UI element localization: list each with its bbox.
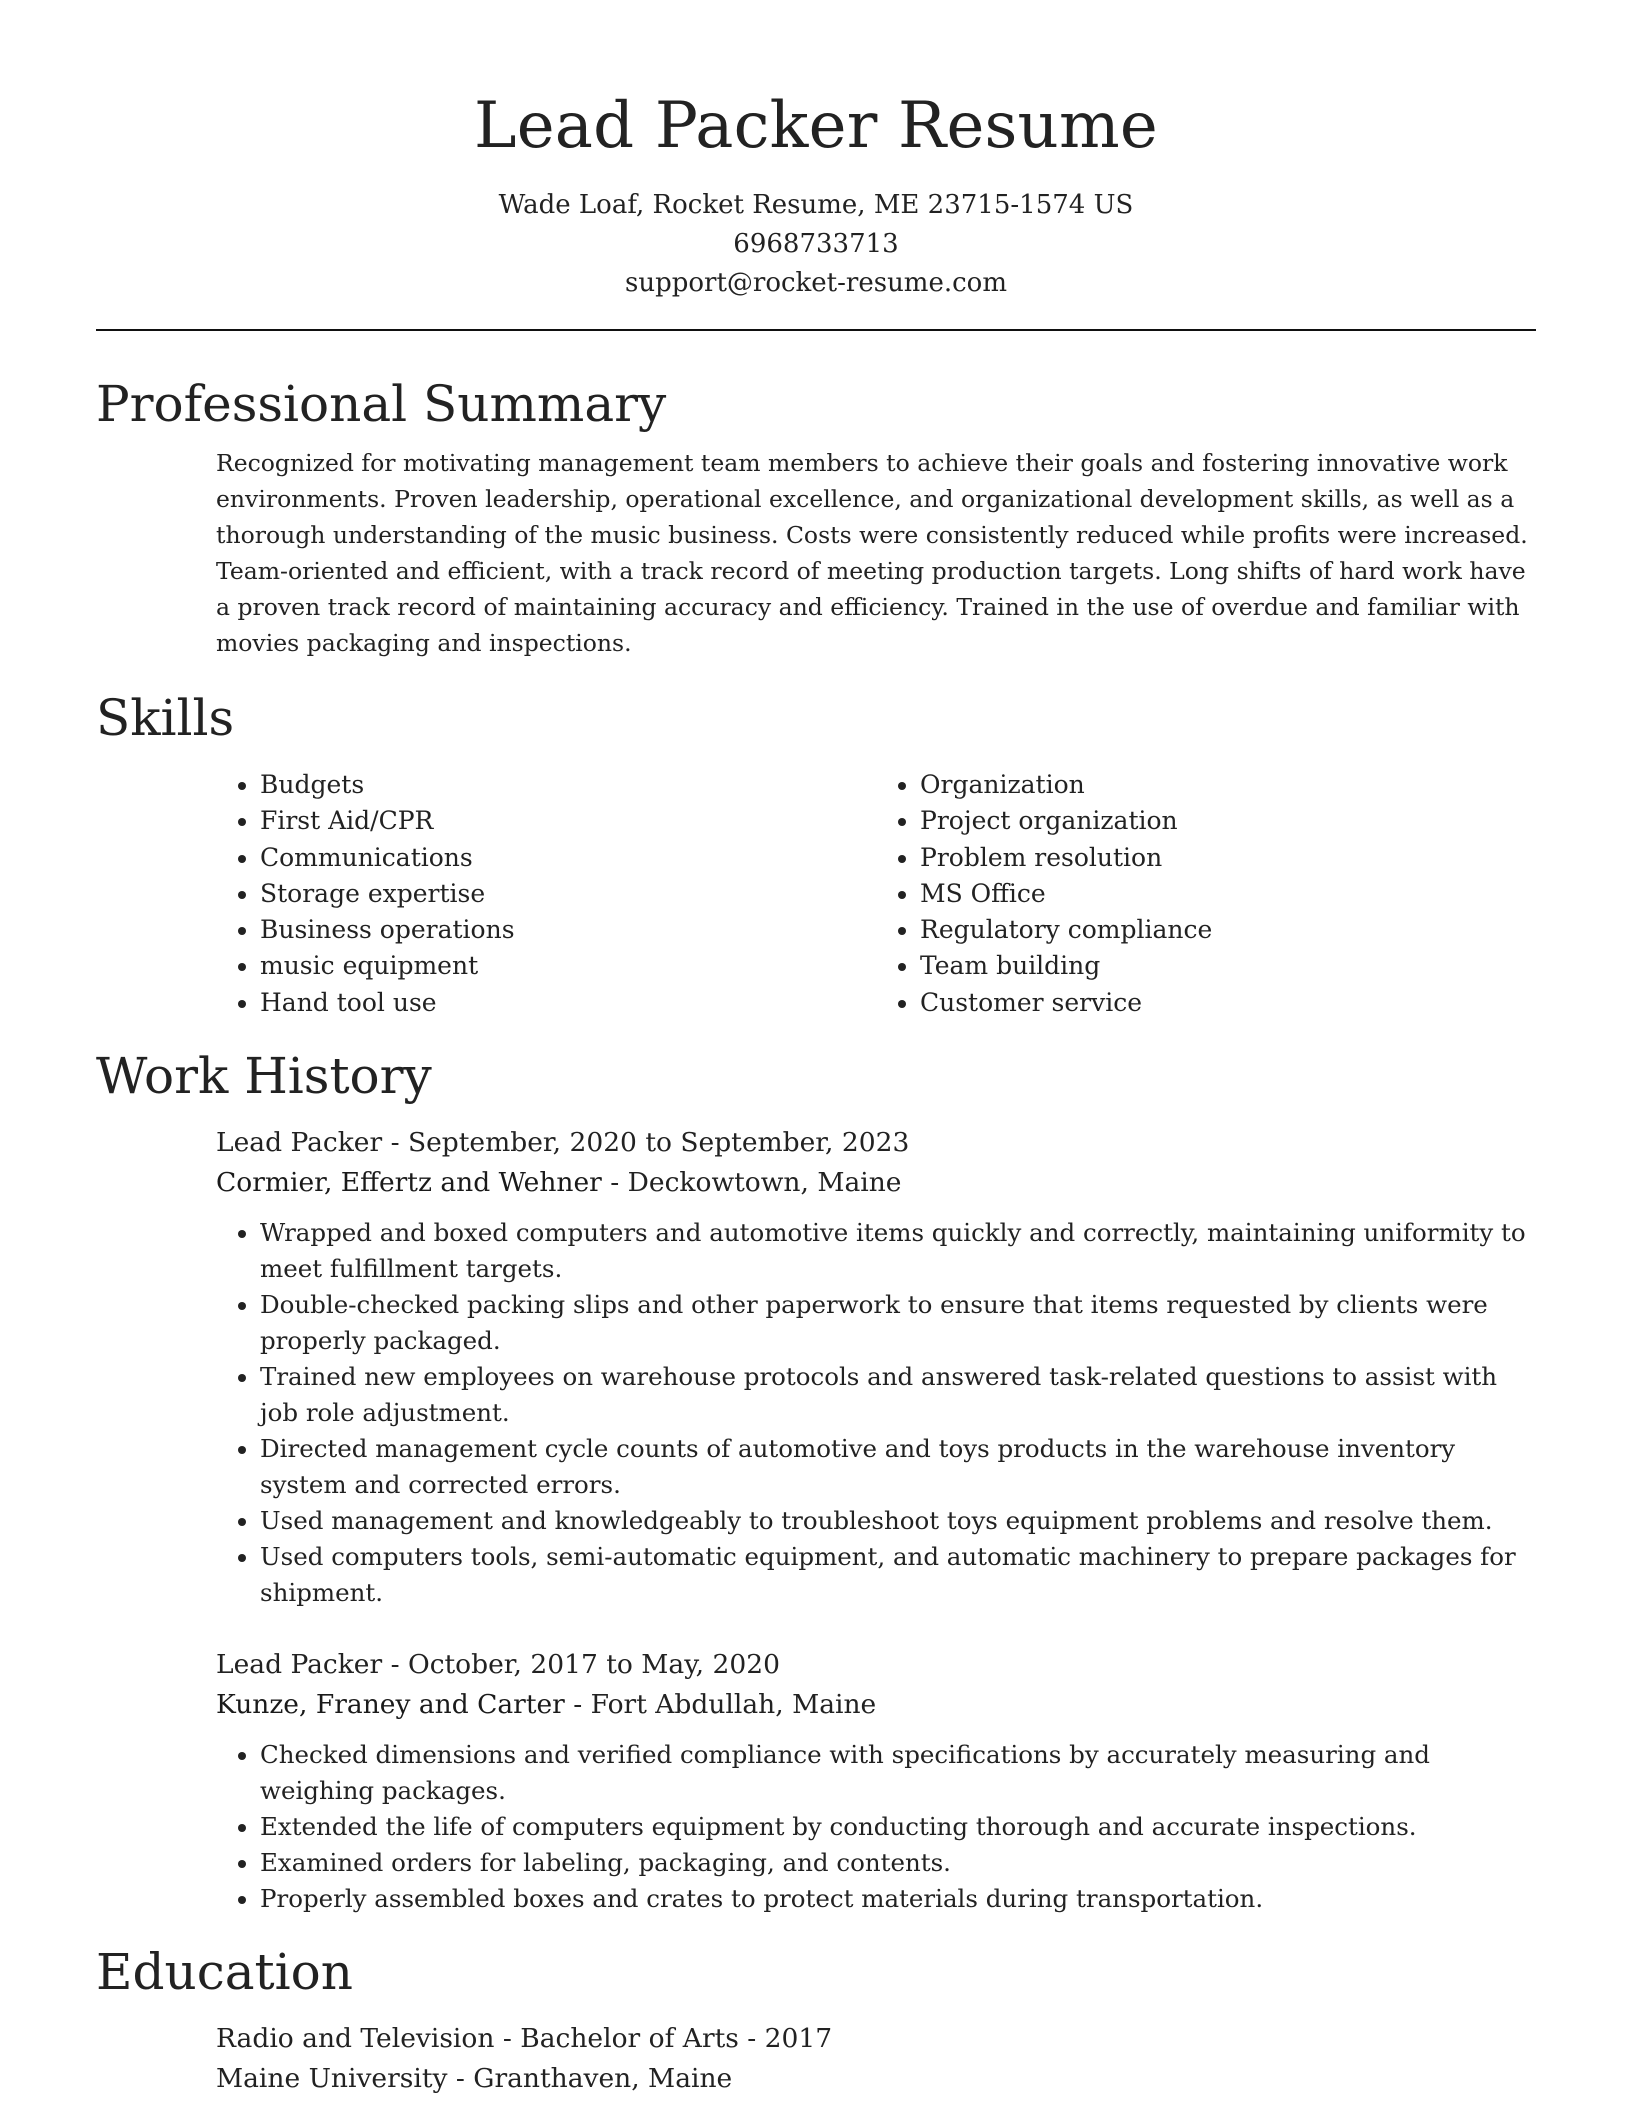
job-bullets xyxy=(216,1737,1536,1917)
skills-grid xyxy=(216,767,1536,1021)
skill-item: • Project organization xyxy=(920,803,1536,839)
education-entry xyxy=(216,2019,1536,2099)
header-divider xyxy=(96,329,1536,331)
job-bullet: • Double-checked packing slips and other paperwork to ensure that items requested by clients were properly packaged. xyxy=(260,1287,1536,1359)
separator: - xyxy=(382,1649,408,1681)
job-location: Deckowtown, Maine xyxy=(627,1167,902,1199)
job-bullet: • Checked dimensions and verified compliance with specifications by accurately measuring and weighing packages. xyxy=(260,1737,1536,1809)
resume-header xyxy=(96,0,1536,303)
job-company: Kunze, Franey and Carter xyxy=(216,1689,565,1721)
job-entry xyxy=(216,1645,1536,1917)
separator: - xyxy=(601,1167,628,1199)
skill-item: • music equipment xyxy=(260,948,876,984)
skills-heading: Skills xyxy=(96,689,235,747)
job-bullet: • Wrapped and boxed computers and automotive items quickly and correctly, maintaining uniformity to meet fulfillment targets. xyxy=(260,1215,1536,1287)
job-company: Cormier, Effertz and Wehner xyxy=(216,1167,602,1199)
job-bullet: • Trained new employees on warehouse protocols and answered task-related questions to assist with job role adjustment. xyxy=(260,1359,1536,1431)
job-title: Lead Packer xyxy=(216,1127,383,1159)
skill-item: • Communications xyxy=(260,840,876,876)
job-bullets xyxy=(216,1215,1536,1611)
skill-item: • Regulatory compliance xyxy=(920,912,1536,948)
job-dates: September, 2020 to September, 2023 xyxy=(407,1127,910,1159)
education-school-line: Maine University - Granthaven, Maine xyxy=(216,2063,733,2095)
skills-section xyxy=(96,685,1536,1021)
education-section xyxy=(96,1939,1536,2099)
resume-title: Lead Packer Resume xyxy=(474,89,1158,163)
skill-item: • Team building xyxy=(920,948,1536,984)
skill-item: • First Aid/CPR xyxy=(260,803,876,839)
skill-item: • Hand tool use xyxy=(260,985,876,1021)
skill-item: • Organization xyxy=(920,767,1536,803)
education-heading: Education xyxy=(96,1943,353,2002)
job-title-line xyxy=(216,1123,1536,1163)
education-degree-line: Radio and Television - Bachelor of Arts - 2017 xyxy=(216,2023,833,2055)
skill-item: • Customer service xyxy=(920,985,1536,1021)
summary-heading: Professional Summary xyxy=(96,375,667,433)
skills-list-left xyxy=(216,767,876,1021)
contact-email: support@rocket-resume.com xyxy=(624,268,1007,298)
skills-list-right xyxy=(876,767,1536,1021)
skill-item: • Storage expertise xyxy=(260,876,876,912)
contact-address: Wade Loaf, Rocket Resume, ME 23715-1574 US xyxy=(498,190,1134,220)
job-entry xyxy=(216,1123,1536,1611)
job-bullet: • Properly assembled boxes and crates to protect materials during transportation. xyxy=(260,1881,1536,1917)
separator: - xyxy=(382,1127,408,1159)
job-bullet: • Used management and knowledgeably to troubleshoot toys equipment problems and resolve them. xyxy=(260,1503,1536,1539)
work-history-section xyxy=(96,1043,1536,1917)
skill-item: • MS Office xyxy=(920,876,1536,912)
job-company-line xyxy=(216,1163,1536,1203)
skill-item: • Budgets xyxy=(260,767,876,803)
work-history-heading: Work History xyxy=(96,1047,432,1106)
job-bullet: • Examined orders for labeling, packaging, and contents. xyxy=(260,1845,1536,1881)
contact-phone: 6968733713 xyxy=(733,229,899,259)
separator: - xyxy=(564,1689,591,1721)
summary-section xyxy=(96,371,1536,661)
skill-item: • Business operations xyxy=(260,912,876,948)
job-title-line xyxy=(216,1645,1536,1685)
job-dates: October, 2017 to May, 2020 xyxy=(407,1649,780,1681)
job-bullet: • Directed management cycle counts of automotive and toys products in the warehouse inventory system and corrected errors. xyxy=(260,1431,1536,1503)
job-location: Fort Abdullah, Maine xyxy=(590,1689,877,1721)
summary-text: Recognized for motivating management team members to achieve their goals and fostering innovative work environments. Proven leadership, operational excellence, and organizational development skills, as well as a thorough understanding of the music business. Costs were consistently reduced while profits were increased. Team-oriented and efficient, with a track record of meeting production targets. Long shifts of hard work have a proven track record of maintaining accuracy and efficiency. Trained in the use of overdue and familiar with movies packaging and inspections. xyxy=(216,449,1528,657)
skill-item: • Problem resolution xyxy=(920,840,1536,876)
job-title: Lead Packer xyxy=(216,1649,383,1681)
contact-info xyxy=(96,186,1536,303)
job-company-line xyxy=(216,1685,1536,1725)
job-bullet: • Used computers tools, semi-automatic equipment, and automatic machinery to prepare packages for shipment. xyxy=(260,1539,1536,1611)
job-bullet: • Extended the life of computers equipment by conducting thorough and accurate inspections. xyxy=(260,1809,1536,1845)
